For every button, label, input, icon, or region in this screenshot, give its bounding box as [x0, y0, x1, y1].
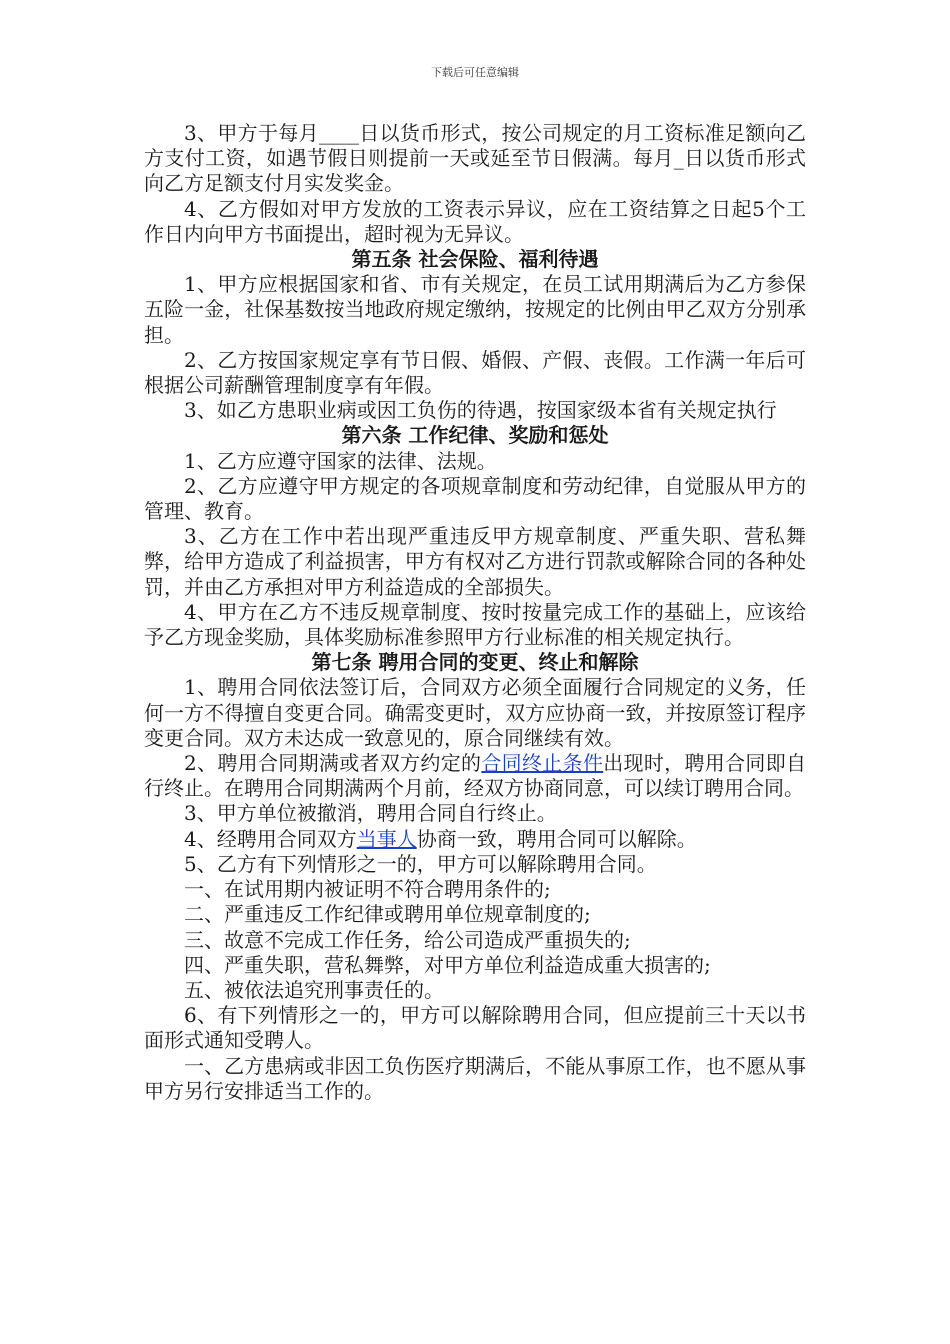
hyperlink[interactable]: 当事人 — [356, 826, 417, 851]
paragraph: 4、乙方假如对甲方发放的工资表示异议，应在工资结算之日起5个工作日内向甲方书面提出，超时视为无异议。 — [144, 196, 806, 246]
paragraph: 3、如乙方患职业病或因工负伤的待遇，按国家级本省有关规定执行 — [184, 398, 777, 423]
paragraph: 四、严重失职，营私舞弊，对甲方单位利益造成重大损害的; — [184, 952, 711, 977]
section-heading: 第七条 聘用合同的变更、终止和解除 — [311, 650, 639, 675]
document-body — [144, 121, 806, 1104]
paragraph-text: 2、聘用合同期满或者双方约定的 — [184, 751, 482, 776]
paragraph-text: 4、经聘用合同双方 — [184, 826, 357, 851]
paragraph: 4、甲方在乙方不违反规章制度、按时按量完成工作的基础上，应该给予乙方现金奖励，具体奖励标准参照甲方行业标准的相关规定执行。 — [144, 599, 806, 650]
paragraph-text: 协商一致，聘用合同可以解除。 — [416, 826, 697, 851]
paragraph-text: 出现时，聘用合同即自行终止。在聘用合同期满两个月前，经双方协商同意，可以续订聘用合同。 — [144, 751, 806, 801]
paragraph: 3、甲方单位被撤消，聘用合同自行终止。 — [184, 801, 557, 826]
section-heading: 第六条 工作纪律、奖励和惩处 — [341, 423, 609, 448]
paragraph: 三、故意不完成工作任务，给公司造成严重损失的; — [184, 927, 631, 952]
paragraph: 3、甲方于每月____日以货币形式，按公司规定的月工资标准足额向乙方支付工资，如遇节假日则提前一天或延至节日假满。每月_日以货币形式向乙方足额支付月实发奖金。 — [144, 121, 806, 196]
section-heading: 第五条 社会保险、福利待遇 — [351, 247, 599, 272]
paragraph: 1、乙方应遵守国家的法律、法规。 — [184, 448, 497, 473]
paragraph: 2、乙方按国家规定享有节日假、婚假、产假、丧假。工作满一年后可根据公司薪酬管理制度享有年假。 — [144, 347, 806, 398]
paragraph: 5、乙方有下列情形之一的，甲方可以解除聘用合同。 — [184, 851, 657, 876]
paragraph: 2、乙方应遵守甲方规定的各项规章制度和劳动纪律，自觉服从甲方的管理、教育。 — [144, 473, 806, 524]
paragraph: 五、被依法追究刑事责任的。 — [184, 977, 444, 1002]
paragraph: 一、在试用期内被证明不符合聘用条件的; — [184, 877, 551, 902]
paragraph: 6、有下列情形之一的，甲方可以解除聘用合同，但应提前三十天以书面形式通知受聘人。 — [144, 1003, 806, 1053]
paragraph — [144, 827, 806, 852]
paragraph: 1、甲方应根据国家和省、市有关规定，在员工试用期满后为乙方参保五险一金，社保基数按当地政府规定缴纳，按规定的比例由甲乙双方分别承担。 — [144, 272, 806, 347]
page-header: 下载后可任意编辑 — [431, 66, 519, 79]
paragraph: 一、乙方患病或非因工负伤医疗期满后，不能从事原工作，也不愿从事甲方另行安排适当工作的。 — [144, 1053, 806, 1103]
paragraph — [144, 751, 806, 801]
paragraph: 二、严重违反工作纪律或聘用单位规章制度的; — [184, 902, 591, 927]
paragraph: 1、聘用合同依法签订后，合同双方必须全面履行合同规定的义务，任何一方不得擅自变更合同。确需变更时，双方应协商一致，并按原签订程序变更合同。双方未达成一致意见的，原合同继续有效。 — [144, 675, 806, 750]
paragraph: 3、乙方在工作中若出现严重违反甲方规章制度、严重失职、营私舞弊，给甲方造成了利益损害，甲方有权对乙方进行罚款或解除合同的各种处罚，并由乙方承担对甲方利益造成的全部损失。 — [144, 524, 806, 599]
hyperlink[interactable]: 合同终止条件 — [481, 751, 604, 776]
